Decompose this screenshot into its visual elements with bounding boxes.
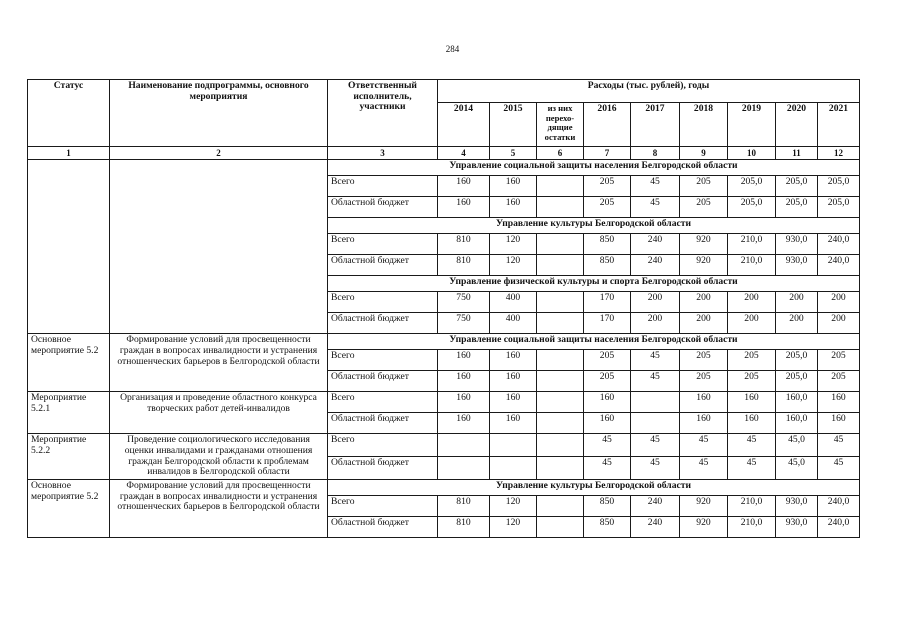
value-cell: 850 xyxy=(584,234,631,255)
value-cell: 240 xyxy=(631,234,680,255)
column-index: 10 xyxy=(728,147,776,160)
section-row xyxy=(28,334,860,350)
value-cell xyxy=(537,197,584,218)
value-cell: 160 xyxy=(584,413,631,434)
value-cell: 170 xyxy=(584,292,631,313)
value-cell: 205,0 xyxy=(728,197,776,218)
value-cell: 850 xyxy=(584,517,631,538)
value-cell: 810 xyxy=(438,496,490,517)
value-cell: 200 xyxy=(631,292,680,313)
value-cell xyxy=(537,392,584,413)
value-cell xyxy=(537,292,584,313)
executor-cell: Областной бюджет xyxy=(328,413,438,434)
value-cell: 160 xyxy=(728,413,776,434)
value-cell: 45 xyxy=(631,350,680,371)
value-cell: 930,0 xyxy=(776,255,818,276)
value-cell: 930,0 xyxy=(776,234,818,255)
value-cell xyxy=(490,434,537,457)
column-index: 11 xyxy=(776,147,818,160)
value-cell: 205,0 xyxy=(818,176,860,197)
value-cell: 160 xyxy=(438,350,490,371)
value-cell: 45 xyxy=(631,434,680,457)
executor-cell: Областной бюджет xyxy=(328,197,438,218)
value-cell: 200 xyxy=(776,313,818,334)
value-cell: 45 xyxy=(584,434,631,457)
value-cell: 45 xyxy=(728,457,776,480)
value-cell: 45 xyxy=(631,176,680,197)
value-cell: 210,0 xyxy=(728,234,776,255)
value-cell: 160 xyxy=(438,176,490,197)
column-index: 8 xyxy=(631,147,680,160)
value-cell: 200 xyxy=(680,313,728,334)
value-cell: 400 xyxy=(490,313,537,334)
column-index: 2 xyxy=(110,147,328,160)
value-cell: 160 xyxy=(490,350,537,371)
value-cell: 810 xyxy=(438,517,490,538)
value-cell: 240,0 xyxy=(818,517,860,538)
executor-cell: Всего xyxy=(328,350,438,371)
value-cell: 200 xyxy=(728,313,776,334)
value-cell: 205 xyxy=(584,197,631,218)
value-cell: 160 xyxy=(438,371,490,392)
header-status: Статус xyxy=(28,80,110,147)
value-cell: 205 xyxy=(818,350,860,371)
value-cell: 45 xyxy=(818,457,860,480)
value-cell: 850 xyxy=(584,496,631,517)
value-cell: 45 xyxy=(631,457,680,480)
value-cell xyxy=(490,457,537,480)
value-cell: 200 xyxy=(728,292,776,313)
header-executor: Ответственный исполнитель, участники xyxy=(328,80,438,147)
value-cell: 160 xyxy=(438,392,490,413)
value-cell: 240,0 xyxy=(818,255,860,276)
page-number: 284 xyxy=(445,44,460,54)
value-cell xyxy=(537,517,584,538)
table-row xyxy=(28,434,860,457)
executor-cell: Всего xyxy=(328,176,438,197)
measure-name-cell: Организация и проведение областного конкурса творческих работ детей-инвалидов xyxy=(110,392,328,434)
value-cell: 205,0 xyxy=(776,371,818,392)
value-cell xyxy=(537,434,584,457)
value-cell: 205 xyxy=(680,350,728,371)
value-cell: 45 xyxy=(728,434,776,457)
value-cell: 240 xyxy=(631,517,680,538)
value-cell: 205 xyxy=(584,350,631,371)
value-cell: 160,0 xyxy=(776,413,818,434)
value-cell: 205,0 xyxy=(776,176,818,197)
value-cell: 160 xyxy=(490,176,537,197)
value-cell: 45 xyxy=(680,457,728,480)
value-cell xyxy=(537,313,584,334)
header-year: из них перехо-дящие остатки xyxy=(537,103,584,147)
value-cell: 210,0 xyxy=(728,255,776,276)
value-cell: 45 xyxy=(680,434,728,457)
header-year: 2015 xyxy=(490,103,537,147)
value-cell: 920 xyxy=(680,496,728,517)
value-cell: 45 xyxy=(818,434,860,457)
header-year: 2017 xyxy=(631,103,680,147)
value-cell: 240,0 xyxy=(818,234,860,255)
value-cell: 205 xyxy=(584,176,631,197)
value-cell: 920 xyxy=(680,234,728,255)
header-expenses: Расходы (тыс. рублей), годы xyxy=(438,80,860,103)
value-cell: 160 xyxy=(490,371,537,392)
column-index: 4 xyxy=(438,147,490,160)
value-cell: 45 xyxy=(631,197,680,218)
value-cell: 210,0 xyxy=(728,496,776,517)
value-cell: 45,0 xyxy=(776,434,818,457)
executor-cell: Областной бюджет xyxy=(328,313,438,334)
header-year: 2018 xyxy=(680,103,728,147)
value-cell: 205,0 xyxy=(776,197,818,218)
value-cell: 120 xyxy=(490,496,537,517)
status-cell: Мероприятие 5.2.1 xyxy=(28,392,110,434)
value-cell: 45,0 xyxy=(776,457,818,480)
value-cell xyxy=(537,350,584,371)
value-cell: 205,0 xyxy=(728,176,776,197)
column-index: 6 xyxy=(537,147,584,160)
value-cell: 160 xyxy=(818,413,860,434)
executor-cell: Областной бюджет xyxy=(328,371,438,392)
executor-cell: Областной бюджет xyxy=(328,457,438,480)
executor-cell: Всего xyxy=(328,234,438,255)
column-index: 1 xyxy=(28,147,110,160)
value-cell: 205 xyxy=(584,371,631,392)
value-cell xyxy=(537,176,584,197)
value-cell xyxy=(537,234,584,255)
value-cell: 205,0 xyxy=(776,350,818,371)
status-cell: Основное мероприятие 5.2 xyxy=(28,480,110,538)
section-heading: Управление культуры Белгородской области xyxy=(328,480,860,496)
value-cell: 205,0 xyxy=(818,197,860,218)
value-cell: 750 xyxy=(438,313,490,334)
value-cell: 160 xyxy=(490,392,537,413)
header-year: 2021 xyxy=(818,103,860,147)
value-cell: 810 xyxy=(438,234,490,255)
executor-cell: Всего xyxy=(328,392,438,413)
header-name: Наименование подпрограммы, основного мероприятия xyxy=(110,80,328,147)
value-cell xyxy=(537,413,584,434)
section-heading: Управление социальной защиты населения Белгородской области xyxy=(328,160,860,176)
value-cell: 200 xyxy=(776,292,818,313)
executor-cell: Областной бюджет xyxy=(328,517,438,538)
value-cell xyxy=(537,255,584,276)
value-cell xyxy=(537,496,584,517)
value-cell xyxy=(631,413,680,434)
value-cell: 205 xyxy=(680,197,728,218)
value-cell: 45 xyxy=(584,457,631,480)
value-cell xyxy=(438,457,490,480)
value-cell: 120 xyxy=(490,517,537,538)
budget-table xyxy=(27,79,860,538)
column-index: 3 xyxy=(328,147,438,160)
measure-name-cell: Формирование условий для просвещенности граждан в вопросах инвалидности и устранения отношенческих барьеров в Белгородской области xyxy=(110,480,328,538)
executor-cell: Всего xyxy=(328,292,438,313)
section-heading: Управление культуры Белгородской области xyxy=(328,218,860,234)
header-year: 2020 xyxy=(776,103,818,147)
value-cell: 810 xyxy=(438,255,490,276)
value-cell: 200 xyxy=(680,292,728,313)
value-cell: 210,0 xyxy=(728,517,776,538)
value-cell xyxy=(537,371,584,392)
value-cell: 160 xyxy=(490,413,537,434)
status-cell xyxy=(28,160,110,334)
value-cell: 45 xyxy=(631,371,680,392)
status-cell: Мероприятие 5.2.2 xyxy=(28,434,110,480)
header-year: 2016 xyxy=(584,103,631,147)
value-cell: 160 xyxy=(490,197,537,218)
value-cell: 160 xyxy=(728,392,776,413)
column-index: 7 xyxy=(584,147,631,160)
measure-name-cell xyxy=(110,160,328,334)
value-cell: 200 xyxy=(818,292,860,313)
value-cell: 200 xyxy=(631,313,680,334)
value-cell: 920 xyxy=(680,255,728,276)
section-heading: Управление физической культуры и спорта Белгородской области xyxy=(328,276,860,292)
status-cell: Основное мероприятие 5.2 xyxy=(28,334,110,392)
value-cell: 160 xyxy=(680,392,728,413)
value-cell: 160 xyxy=(584,392,631,413)
value-cell: 160 xyxy=(680,413,728,434)
value-cell: 160 xyxy=(438,197,490,218)
section-heading: Управление социальной защиты населения Белгородской области xyxy=(328,334,860,350)
value-cell: 160 xyxy=(438,413,490,434)
executor-cell: Областной бюджет xyxy=(328,255,438,276)
header-year: 2014 xyxy=(438,103,490,147)
measure-name-cell: Проведение социологического исследования оценки инвалидами и гражданами отношения граждан Белгородской области к проблемам инвалидов в Белгородской области xyxy=(110,434,328,480)
value-cell: 205 xyxy=(728,371,776,392)
executor-cell: Всего xyxy=(328,434,438,457)
value-cell: 205 xyxy=(680,371,728,392)
value-cell: 930,0 xyxy=(776,496,818,517)
column-index: 9 xyxy=(680,147,728,160)
value-cell: 205 xyxy=(818,371,860,392)
header-year: 2019 xyxy=(728,103,776,147)
value-cell: 205 xyxy=(728,350,776,371)
value-cell: 120 xyxy=(490,234,537,255)
value-cell: 920 xyxy=(680,517,728,538)
executor-cell: Всего xyxy=(328,496,438,517)
value-cell: 200 xyxy=(818,313,860,334)
value-cell xyxy=(631,392,680,413)
value-cell: 240 xyxy=(631,255,680,276)
value-cell xyxy=(537,457,584,480)
section-row xyxy=(28,480,860,496)
value-cell: 170 xyxy=(584,313,631,334)
value-cell: 240 xyxy=(631,496,680,517)
value-cell: 930,0 xyxy=(776,517,818,538)
column-index: 5 xyxy=(490,147,537,160)
value-cell: 400 xyxy=(490,292,537,313)
value-cell: 750 xyxy=(438,292,490,313)
value-cell: 160,0 xyxy=(776,392,818,413)
value-cell: 205 xyxy=(680,176,728,197)
value-cell: 160 xyxy=(818,392,860,413)
column-index: 12 xyxy=(818,147,860,160)
value-cell: 850 xyxy=(584,255,631,276)
table-row xyxy=(28,392,860,413)
section-row xyxy=(28,160,860,176)
value-cell: 240,0 xyxy=(818,496,860,517)
value-cell xyxy=(438,434,490,457)
measure-name-cell: Формирование условий для просвещенности граждан в вопросах инвалидности и устранения отношенческих барьеров в Белгородской области xyxy=(110,334,328,392)
value-cell: 120 xyxy=(490,255,537,276)
